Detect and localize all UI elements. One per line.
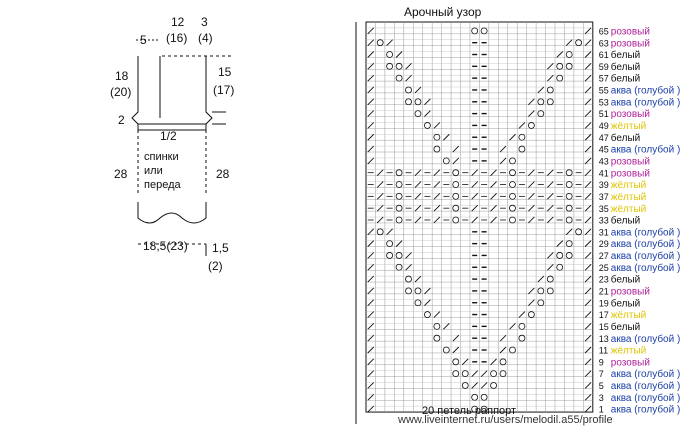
label-top-mid-alt: (16) (166, 31, 188, 45)
label-left-upper-alt: (20) (110, 85, 132, 99)
repeat-label: 20 петель раппорт (422, 405, 517, 417)
row-number: 1 (598, 404, 604, 415)
garment-upper-outline (132, 56, 212, 130)
row-color-name: аква (голубой ) (610, 239, 681, 251)
row-number: 37 (598, 191, 609, 202)
label-right-upper-alt: (17) (213, 83, 235, 97)
row-number: 23 (598, 274, 609, 285)
label-half: 1/2 (160, 129, 177, 143)
row-color-name: аква (голубой ) (610, 404, 681, 416)
label-left-small: 2 (118, 113, 125, 127)
row-number: 61 (598, 50, 609, 61)
row-number: 15 (598, 321, 609, 332)
row-color-name: белый (610, 215, 641, 227)
label-right-upper: 15 (218, 65, 232, 79)
row-number: 35 (598, 203, 609, 214)
row-number: 19 (598, 298, 609, 309)
row-number: 59 (598, 61, 609, 72)
label-top-mid: 12 (171, 15, 185, 29)
row-number: 7 (598, 369, 604, 380)
row-number: 43 (598, 156, 609, 167)
row-number: 45 (598, 144, 609, 155)
row-number: 49 (598, 121, 609, 132)
row-color-name: аква (голубой ) (610, 85, 681, 97)
label-top-left: 5 (140, 33, 147, 47)
row-color-name: жёлтый (610, 345, 647, 357)
row-number: 41 (598, 168, 609, 179)
row-color-name: аква (голубой ) (610, 381, 681, 393)
row-number: 47 (598, 132, 609, 143)
garment-hem-outline (138, 202, 206, 223)
label-top-right-alt: (4) (198, 31, 213, 45)
row-number: 21 (598, 286, 609, 297)
row-number: 33 (598, 215, 609, 226)
row-number: 51 (598, 109, 609, 120)
label-bottom-right: 1,5 (212, 241, 229, 255)
row-number: 65 (598, 26, 609, 37)
row-color-name: розовый (610, 109, 650, 121)
row-color-name: белый (610, 298, 641, 310)
row-color-name: аква (голубой ) (610, 97, 681, 109)
stitch-chart-grid (356, 22, 593, 424)
row-color-name: белый (610, 132, 641, 144)
row-number: 57 (598, 73, 609, 84)
chart-title: Арочный узор (404, 5, 482, 19)
row-color-name: белый (610, 50, 641, 62)
row-number: 27 (598, 251, 609, 262)
watermark-text: www.liveinternet.ru/users/melodil.a55/profile (398, 414, 613, 426)
row-color-name: жёлтый (610, 191, 647, 203)
row-color-name: белый (610, 61, 641, 73)
row-number: 25 (598, 262, 609, 273)
row-color-name: розовый (610, 38, 650, 50)
row-color-name: жёлтый (610, 121, 647, 133)
row-number: 39 (598, 180, 609, 191)
garment-schematic (132, 40, 235, 256)
label-top-right: 3 (201, 15, 208, 29)
row-color-name: жёлтый (610, 310, 647, 322)
row-color-name: аква (голубой ) (610, 144, 681, 156)
row-number: 63 (598, 38, 609, 49)
label-left-lower: 28 (114, 167, 128, 181)
row-color-name: белый (610, 321, 641, 333)
row-color-name: аква (голубой ) (610, 262, 681, 274)
row-color-name: белый (610, 73, 641, 85)
row-number: 5 (598, 381, 604, 392)
label-left-upper: 18 (115, 69, 129, 83)
row-number: 53 (598, 97, 609, 108)
row-number: 9 (598, 357, 604, 368)
row-color-name: жёлтый (610, 203, 647, 215)
row-number: 31 (598, 227, 609, 238)
row-number: 11 (598, 345, 609, 356)
label-piece-2: или (144, 165, 163, 177)
label-bottom-right-alt: (2) (208, 259, 223, 273)
row-color-name: розовый (610, 168, 650, 180)
row-color-name: розовый (610, 286, 650, 298)
row-color-legend (599, 26, 681, 415)
row-color-name: аква (голубой ) (610, 251, 681, 263)
row-color-name: аква (голубой ) (610, 369, 681, 381)
row-number: 55 (598, 85, 609, 96)
label-right-lower: 28 (216, 167, 230, 181)
row-number: 29 (598, 239, 609, 250)
row-number: 3 (598, 392, 604, 403)
row-color-name: белый (610, 274, 641, 286)
row-color-name: аква (голубой ) (610, 227, 681, 239)
row-color-name: розовый (610, 156, 650, 168)
row-color-name: аква (голубой ) (610, 333, 681, 345)
row-color-name: аква (голубой ) (610, 392, 681, 404)
schematic-labels (110, 15, 234, 273)
label-piece-3: переда (144, 179, 181, 191)
row-number: 13 (598, 333, 609, 344)
row-color-name: розовый (610, 26, 650, 38)
row-color-name: розовый (610, 357, 650, 369)
label-piece-1: спинки (144, 151, 179, 163)
row-color-name: жёлтый (610, 180, 647, 192)
row-number: 17 (598, 310, 609, 321)
label-bottom-width: 18,5(23) (143, 239, 188, 253)
